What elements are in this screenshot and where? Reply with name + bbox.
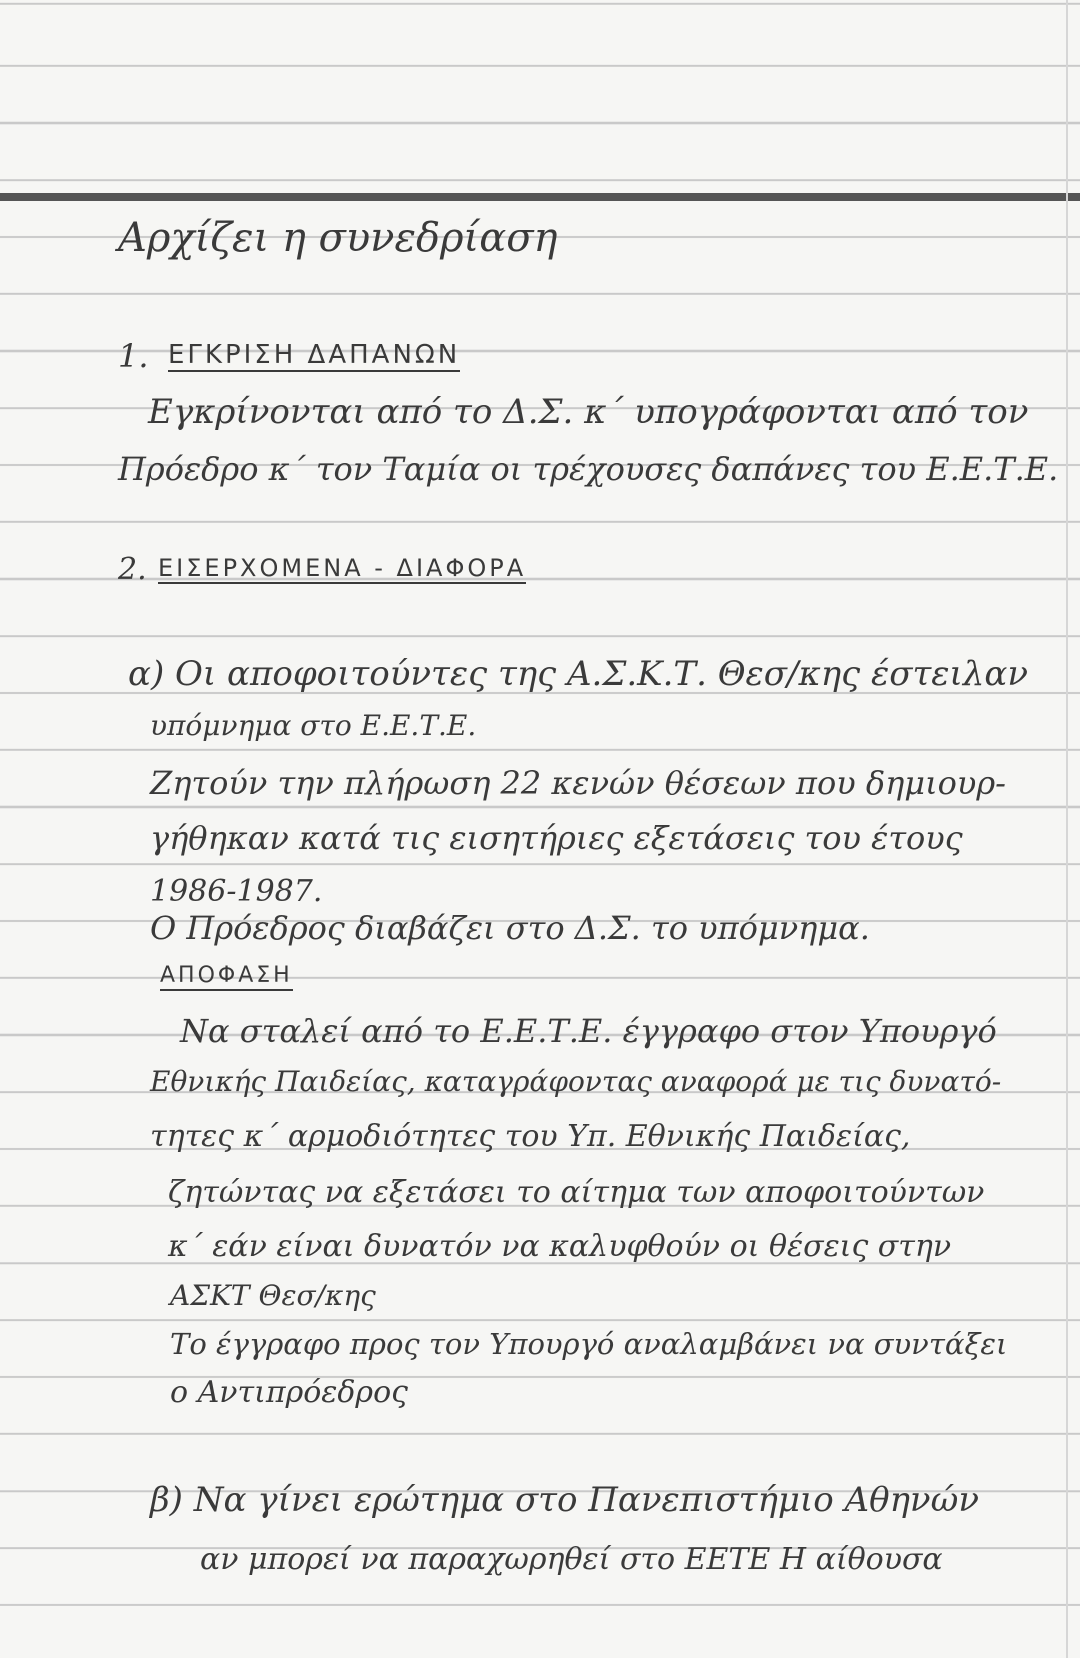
section-2-heading: ΕΙΣΕΡΧΟΜΕΝΑ - ΔΙΑΦΟΡΑ [158, 554, 527, 582]
decision-line-3: τητες κ΄ αρμοδιότητες του Υπ. Εθνικής Παιδείας, [150, 1119, 911, 1154]
decision-line-1: Να σταλεί από το Ε.Ε.Τ.Ε. έγγραφο στον Υπουργό [180, 1012, 997, 1050]
page-margin-line [1066, 0, 1068, 1658]
item-a-line-5: 1986-1987. [150, 874, 323, 909]
decision-heading: ΑΠΟΦΑΣΗ [160, 965, 293, 991]
page-header-rule [0, 193, 1080, 201]
opening-line: Αρχίζει η συνεδρίαση [118, 215, 558, 261]
decision-line-2: Εθνικής Παιδείας, καταγράφοντας αναφορά με τις δυνατό- [150, 1065, 1002, 1098]
section-1-number: 1. [118, 337, 149, 375]
decision-line-7: Το έγγραφο προς τον Υπουργό αναλαμβάνει να συντάξει [170, 1327, 1008, 1361]
item-a-line-2: υπόμνημα στο Ε.Ε.Τ.Ε. [150, 709, 477, 742]
section-2-number: 2. [118, 552, 147, 587]
item-b-line-2: αν μπορεί να παραχωρηθεί στο ΕΕΤΕ Η αίθουσα [200, 1542, 943, 1577]
decision-line-6: ΑΣΚΤ Θεσ/κης [170, 1279, 376, 1312]
decision-line-5: κ΄ εάν είναι δυνατόν να καλυφθούν οι θέσεις στην [168, 1229, 952, 1264]
item-b-line-1: β) Να γίνει ερώτημα στο Πανεπιστήμιο Αθηνών [150, 1480, 979, 1520]
item-a-line-6: Ο Πρόεδρος διαβάζει στο Δ.Σ. το υπόμνημα. [150, 909, 870, 947]
decision-line-4: ζητώντας να εξετάσει το αίτημα των αποφοιτούντων [168, 1175, 985, 1210]
item-a-line-1: α) Οι αποφοιτούντες της Α.Σ.Κ.Τ. Θεσ/κης έστειλαν [128, 654, 1029, 694]
item-a-line-4: γήθηκαν κατά τις εισητήριες εξετάσεις του έτους [150, 819, 963, 857]
section-1-line-2: Πρόεδρο κ΄ τον Ταμία οι τρέχουσες δαπάνες του Ε.Ε.Τ.Ε. [118, 450, 1059, 488]
section-1-line-1: Εγκρίνονται από το Δ.Σ. κ΄ υπογράφονται από τον [148, 392, 1029, 432]
item-a-line-3: Ζητούν την πλήρωση 22 κενών θέσεων που δημιουρ- [150, 764, 1006, 802]
decision-line-8: ο Αντιπρόεδρος [170, 1375, 408, 1410]
section-1-heading: ΕΓΚΡΙΣΗ ΔΑΠΑΝΩΝ [168, 340, 461, 370]
